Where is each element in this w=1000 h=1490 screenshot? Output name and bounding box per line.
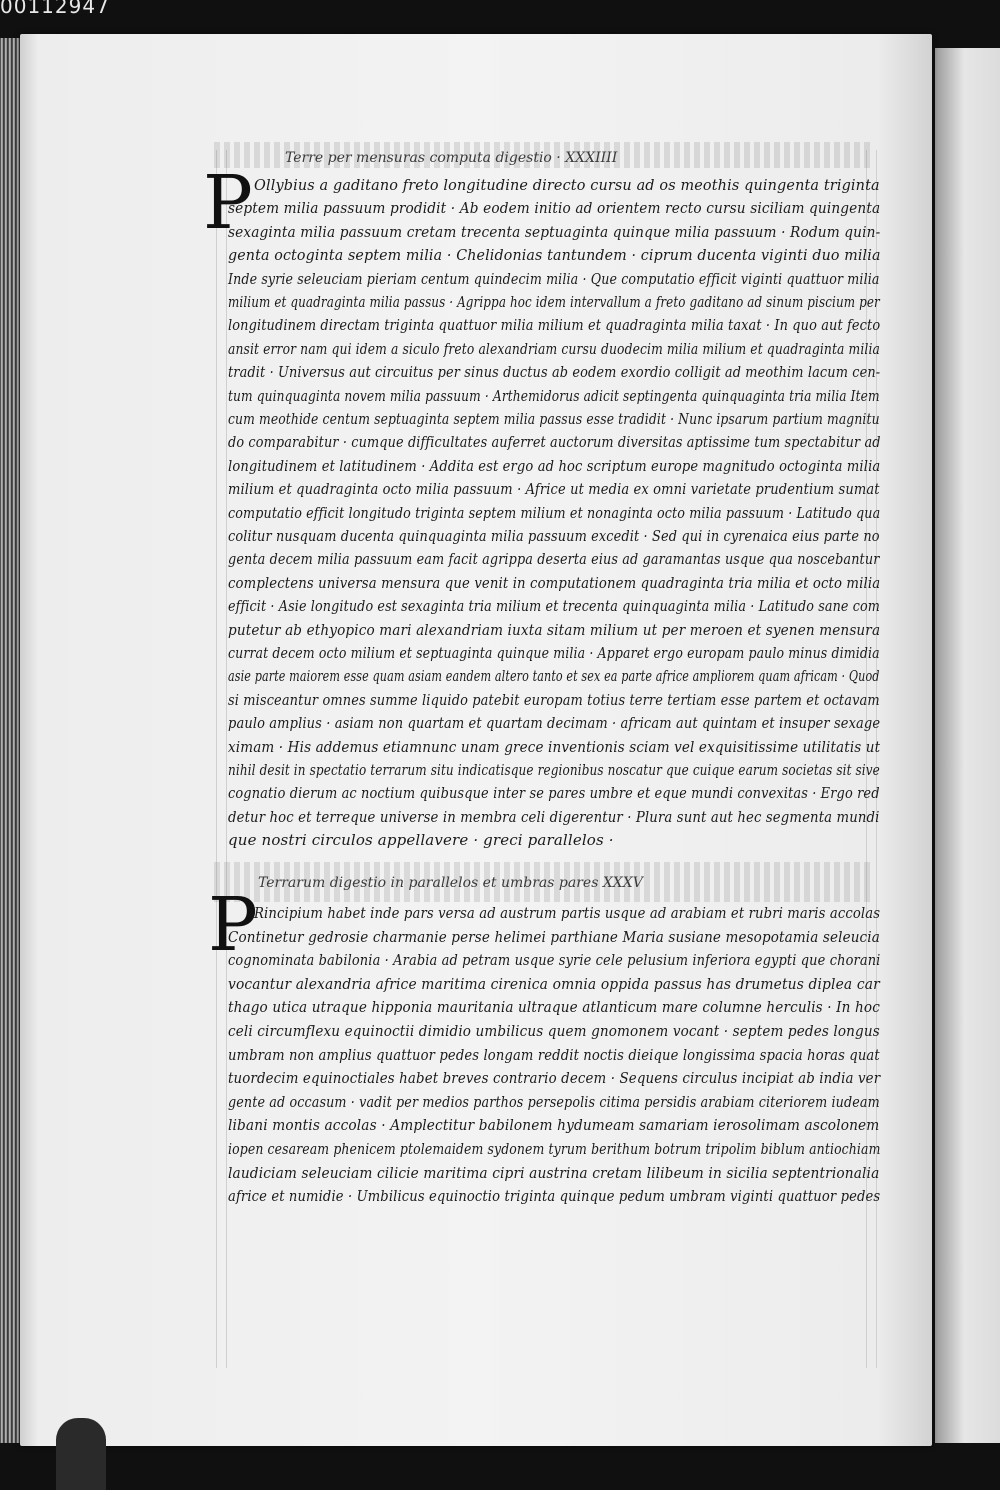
text-line: iopen cesaream phenicem ptolemaidem sydonem tyrum berithum botrum tripolim biblum antiochiam bbox=[228, 1140, 881, 1158]
ruling-line bbox=[226, 150, 227, 1368]
text-line: complectens universa mensura que venit in computationem quadraginta tria milia et octo milia bbox=[228, 573, 881, 592]
text-line: laudiciam seleuciam cilicie maritima cipri austrina cretam lilibeum in sicilia septentrionalia bbox=[228, 1163, 880, 1182]
text-line: thago utica utraque hipponia mauritania ultraque atlanticum mare columne herculis · In hoc bbox=[228, 998, 880, 1017]
text-line: gente ad occasum · vadit per medios parthos persepolis citima persidis arabiam citeriorem iudeam bbox=[228, 1092, 880, 1111]
text-line: asie parte maiorem esse quam asiam eandem altero tanto et sex ea parte africe ampliorem quam africam · Quod bbox=[228, 667, 880, 686]
holding-thumb bbox=[56, 1418, 106, 1490]
text-line: sexaginta milia passuum cretam trecenta septuaginta quinque milia passuum · Rodum quin- bbox=[228, 222, 881, 241]
text-line: colitur nusquam ducenta quinquaginta milia passuum excedit · Sed qui in cyrenaica eius parte no bbox=[228, 527, 880, 545]
scan-id-label: 00112947 bbox=[0, 0, 110, 18]
text-line: tum quinquaginta novem milia passuum · Arthemidorus adicit septingenta quinquaginta tria milia Item bbox=[228, 386, 880, 405]
ruling-line bbox=[216, 150, 217, 1368]
text-line: que nostri circulos appellavere · greci parallelos · bbox=[228, 831, 614, 850]
text-line: do comparabitur · cumque difficultates auferret auctorum diversitas aptissime tum spectabitur ad bbox=[228, 433, 881, 452]
text-line: milium et quadraginta milia passus · Agrippa hoc idem intervallum a freto gaditano ad sinum piscium per bbox=[228, 293, 880, 311]
text-line: cum meothide centum septuaginta septem milia passus esse tradidit · Nunc ipsarum partium magnitu bbox=[228, 410, 880, 428]
text-line: celi circumflexu equinoctii dimidio umbilicus quem gnomonem vocant · septem pedes longus bbox=[228, 1022, 880, 1040]
text-line: africe et numidie · Umbilicus equinoctio triginta quinque pedum umbram viginti quattuor pedes bbox=[228, 1187, 881, 1206]
text-line: cognominata babilonia · Arabia ad petram usque syrie cele pelusium inferiora egypti que chorani bbox=[228, 951, 881, 970]
text-line: Inde syrie seleuciam pieriam centum quindecim milia · Que computatio efficit viginti quattuor milia bbox=[228, 269, 880, 288]
text-line: longitudinem directam triginta quattuor milia milium et quadraginta milia taxat · In quo aut fecto bbox=[228, 316, 881, 335]
text-line: efficit · Asie longitudo est sexaginta tria milium et trecenta quinquaginta milia · Latitudo sane com bbox=[228, 597, 881, 616]
decorated-initial: P bbox=[208, 882, 258, 968]
text-line: Rincipium habet inde pars versa ad austrum partis usque ad arabiam et rubri maris accolas bbox=[254, 904, 881, 922]
text-line: umbram non amplius quattuor pedes longam reddit noctis dieique longissima spacia horas quat bbox=[228, 1045, 880, 1064]
text-line: cognatio dierum ac noctium quibusque inter se pares umbre et eque mundi convexitas · Ergo red bbox=[228, 784, 880, 803]
text-line: Continetur gedrosie charmanie perse helimei parthiane Maria susiane mesopotamia seleucia bbox=[228, 927, 880, 946]
text-line: tradit · Universus aut circuitus per sinus ductus ab eodem exordio colligit ad meothim lacum cen- bbox=[228, 363, 881, 382]
text-line: milium et quadraginta octo milia passuum · Africe ut media ex omni varietate prudentium sumat bbox=[228, 480, 880, 499]
facing-page bbox=[935, 48, 1000, 1443]
text-line: septem milia passuum prodidit · Ab eodem initio ad orientem recto cursu siciliam quingenta bbox=[228, 199, 881, 218]
text-line: Ollybius a gaditano freto longitudine directo cursu ad os meothis quingenta triginta bbox=[254, 176, 880, 194]
text-line: nihil desit in spectatio terrarum situ indicatisque regionibus noscatur que cuique earum societas sit sive bbox=[228, 761, 880, 779]
text-line: currat decem octo milium et septuaginta quinque milia · Apparet ergo europam paulo minus dimidia bbox=[228, 644, 880, 662]
text-line: ansit error nam qui idem a siculo freto alexandriam cursu duodecim milia milium et quadraginta milia bbox=[228, 339, 880, 358]
text-line: genta octoginta septem milia · Chelidonias tantundem · ciprum ducenta viginti duo milia bbox=[228, 246, 881, 265]
text-line: tuordecim equinoctiales habet breves contrario decem · Sequens circulus incipiat ab india ver bbox=[228, 1069, 881, 1088]
text-line: detur hoc et terreque universe in membra celi digerentur · Plura sunt aut hec segmenta mundi bbox=[228, 807, 880, 826]
text-line: putetur ab ethyopico mari alexandriam iuxta sitam milium ut per meroen et syenen mensura bbox=[228, 620, 881, 639]
decorated-initial: P bbox=[203, 160, 253, 246]
text-line: libani montis accolas · Amplectitur babilonem hydumeam samariam ierosolimam ascolonem bbox=[228, 1116, 880, 1135]
text-line: computatio efficit longitudo triginta septem milium et nonaginta octo milia passuum · Latitudo qua bbox=[228, 503, 881, 522]
text-line: genta decem milia passuum eam facit agrippa deserta eius ad garamantas usque qua noscebantur bbox=[228, 550, 880, 569]
text-line: si misceantur omnes summe liquido patebit europam totius terre tertiam esse partem et octavam bbox=[228, 690, 880, 709]
text-line: longitudinem et latitudinem · Addita est ergo ad hoc scriptum europe magnitudo octoginta milia bbox=[228, 456, 881, 475]
text-line: paulo amplius · asiam non quartam et quartam decimam · africam aut quintam et insuper sexage bbox=[228, 714, 881, 733]
section-rubric: Terre per mensuras computa digestio · XXXIIII bbox=[285, 150, 618, 166]
text-line: ximam · His addemus etiamnunc unam grece inventionis sciam vel exquisitissime utilitatis ut bbox=[228, 737, 881, 756]
section-rubric: Terrarum digestio in parallelos et umbras pares XXXV bbox=[258, 875, 643, 891]
text-line: vocantur alexandria africe maritima cirenica omnia oppida passus has drumetus diplea car bbox=[228, 974, 880, 993]
